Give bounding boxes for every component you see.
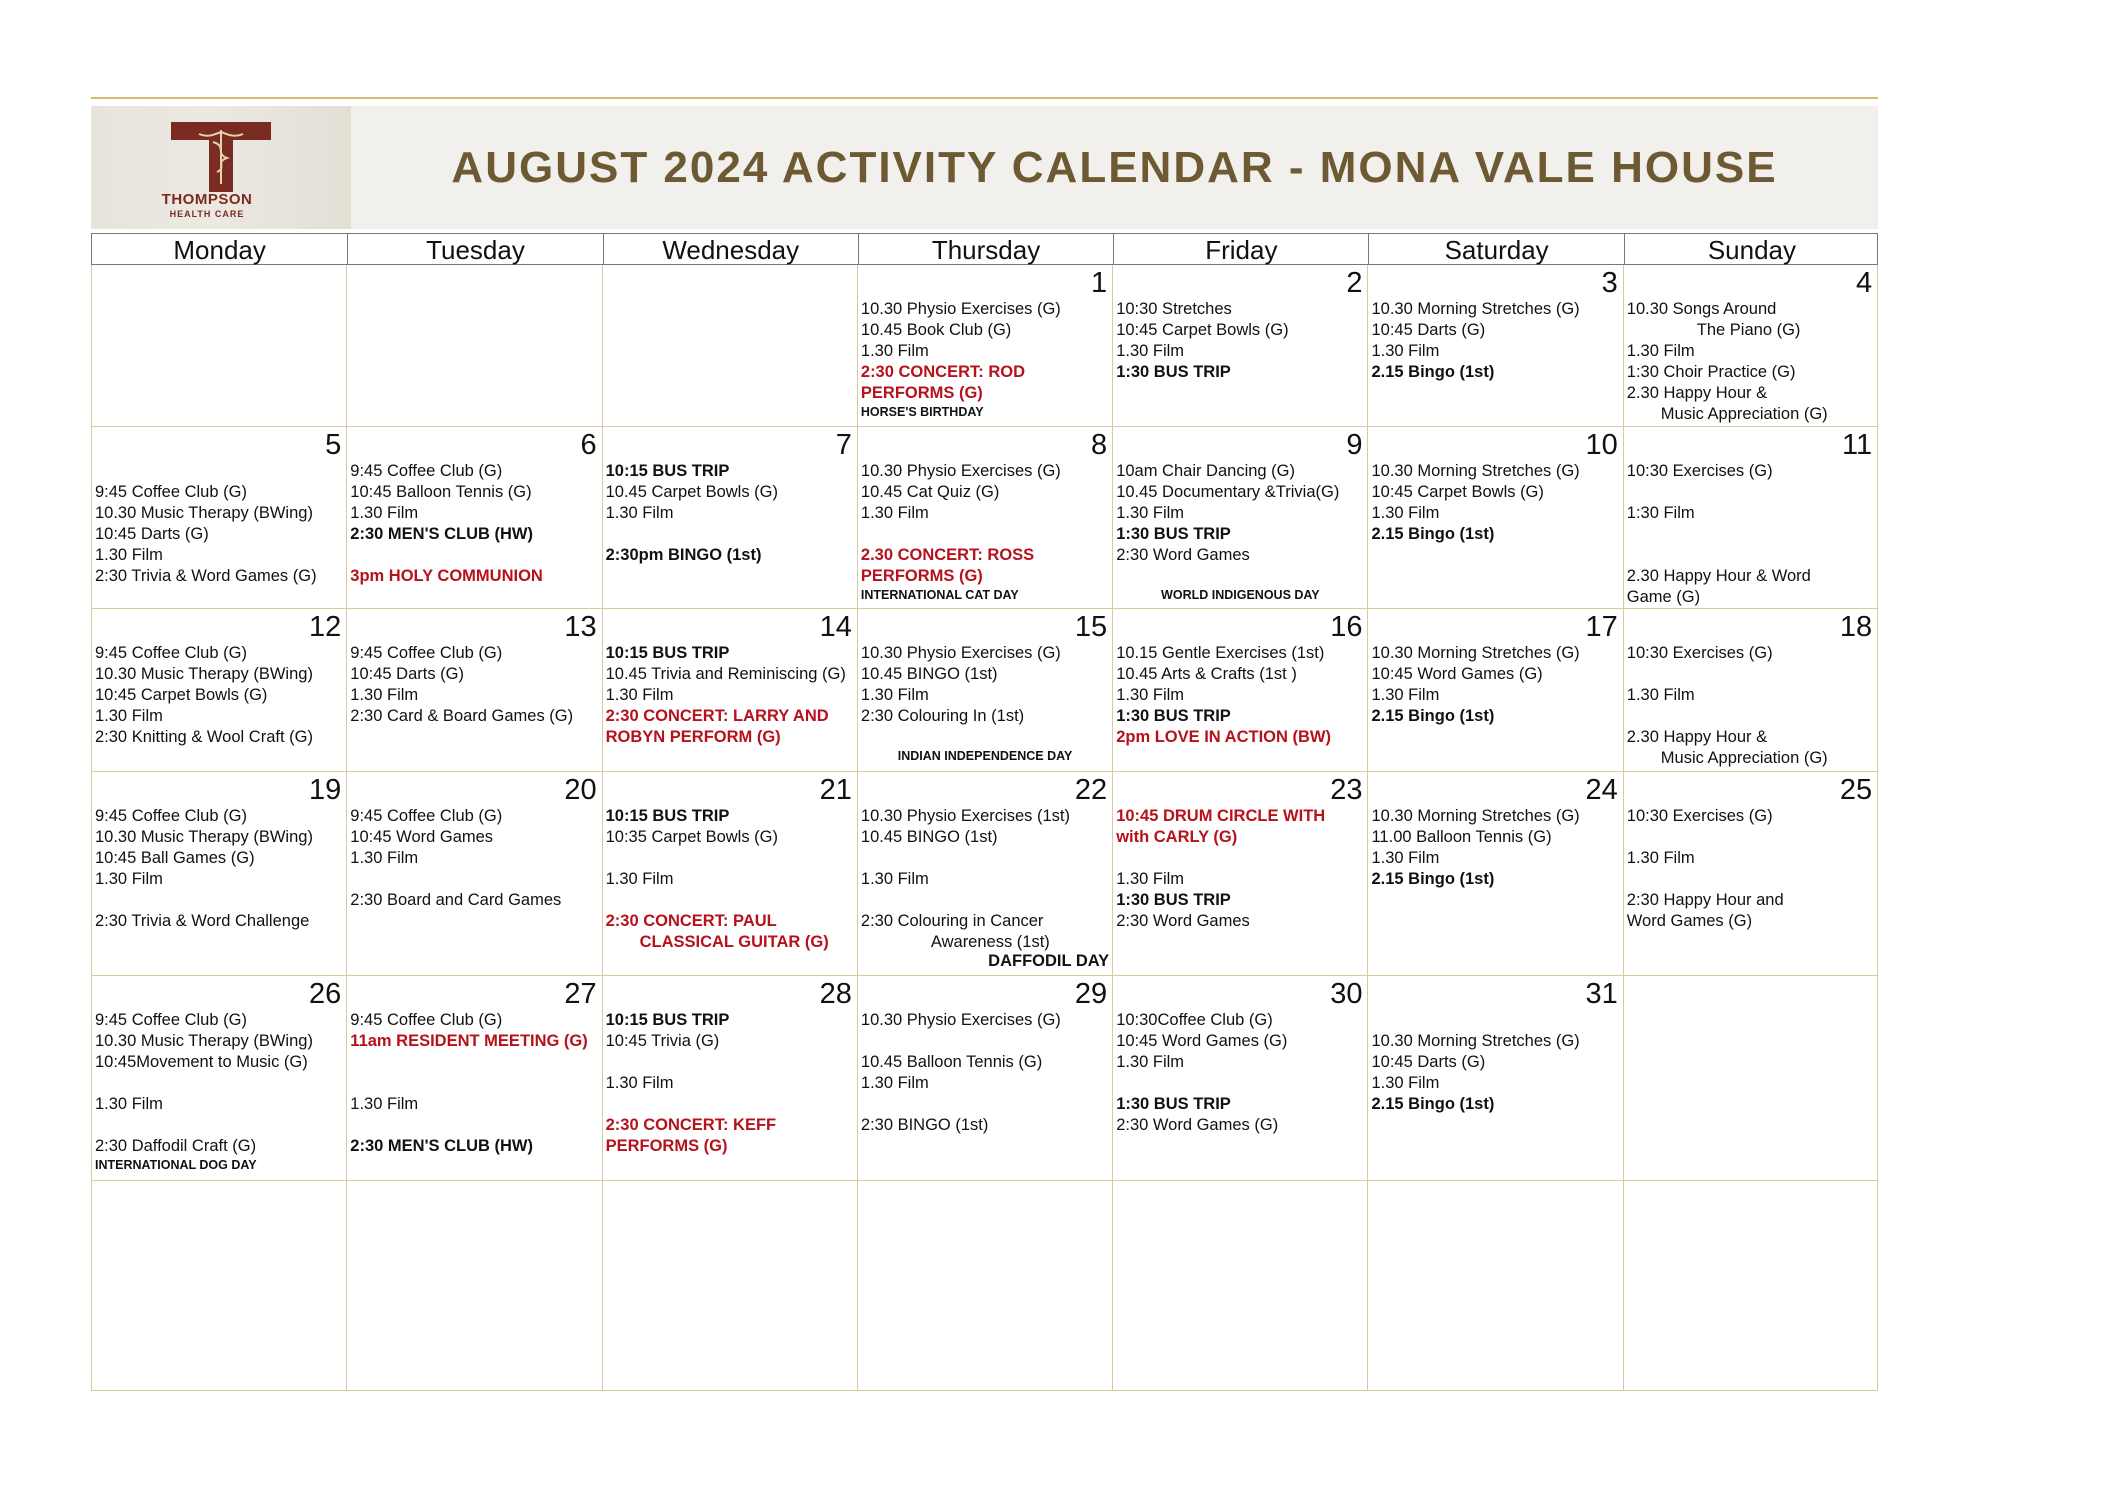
event-item: Music Appreciation (G) [1660, 749, 1828, 767]
event-item: 2:30 Card & Board Games (G) [350, 707, 574, 725]
event-item: 10:45 Word Games (G) [1371, 665, 1543, 683]
event-item: 10.45 Cat Quiz (G) [860, 483, 1000, 501]
calendar-week-row [91, 1181, 1878, 1391]
event-item: 10.30 Morning Stretches (G) [1371, 462, 1580, 480]
event-item: 2:30 BINGO (1st) [860, 1116, 989, 1134]
event-item: 10:45 DRUM CIRCLE WITH [1116, 807, 1326, 825]
event-item: 10:45 Carpet Bowls (G) [95, 686, 268, 704]
event-item: 2.15 Bingo (1st) [1371, 870, 1495, 888]
day-observance-note: INTERNATIONAL CAT DAY [860, 588, 1019, 602]
event-item: 3pm HOLY COMMUNION [350, 567, 543, 585]
event-spacer [861, 727, 1109, 748]
day-cell [857, 976, 1112, 1180]
day-observance-note: DAFFODIL DAY [988, 952, 1110, 970]
event-item: 1.30 Film [1116, 1053, 1185, 1071]
event-spacer [606, 524, 854, 545]
event-item: 1:30 BUS TRIP [1116, 525, 1231, 543]
day-cell [857, 609, 1112, 771]
event-item: 2.30 Happy Hour & [1626, 384, 1768, 402]
day-number: 6 [580, 429, 597, 461]
event-item: PERFORMS (G) [860, 567, 983, 585]
day-cell [1112, 427, 1367, 608]
day-cell [602, 427, 857, 608]
event-spacer [1116, 566, 1364, 587]
event-item: 10:30 Exercises (G) [1626, 462, 1773, 480]
event-item: 10:45 Darts (G) [1371, 1053, 1486, 1071]
event-spacer [350, 1073, 598, 1094]
event-item: 1.30 Film [1371, 504, 1440, 522]
calendar-week-row [91, 609, 1878, 772]
event-item: 2:30 CONCERT: KEFF [605, 1116, 777, 1134]
day-cell [91, 265, 346, 426]
event-item: 2pm LOVE IN ACTION (BW) [1116, 728, 1331, 746]
event-spacer [1116, 848, 1364, 869]
event-item: 10:30Coffee Club (G) [1116, 1011, 1273, 1029]
event-spacer [350, 869, 598, 890]
event-item: CLASSICAL GUITAR (G) [639, 933, 829, 951]
event-item: 1.30 Film [1116, 686, 1185, 704]
calendar-title: AUGUST 2024 ACTIVITY CALENDAR - MONA VALE HOUSE [451, 142, 1778, 192]
event-item: 2:30 Colouring in Cancer [860, 912, 1044, 930]
event-item: 10.30 Music Therapy (BWing) [95, 1032, 313, 1050]
day-number: 21 [819, 774, 852, 806]
day-number: 15 [1074, 611, 1108, 643]
event-item: 10:15 BUS TRIP [605, 462, 730, 480]
event-spacer [95, 890, 343, 911]
day-number: 27 [564, 978, 597, 1010]
event-spacer [861, 1094, 1109, 1115]
event-item: 1.30 Film [605, 870, 674, 888]
event-item: 1.30 Film [1626, 849, 1695, 867]
event-item: 2:30 Word Games (G) [1116, 1116, 1279, 1134]
event-item: 10.30 Physio Exercises (G) [860, 644, 1061, 662]
day-number: 2 [1346, 267, 1363, 299]
event-item: 9:45 Coffee Club (G) [95, 1011, 247, 1029]
day-cell [91, 976, 346, 1180]
event-item: 10:35 Carpet Bowls (G) [605, 828, 778, 846]
top-rule [91, 97, 1878, 99]
event-item: 10.30 Morning Stretches (G) [1371, 1032, 1580, 1050]
logo-subtitle: HEALTH CARE [169, 209, 245, 219]
event-item: 2.15 Bingo (1st) [1371, 363, 1495, 381]
event-item: 2:30 Colouring In (1st) [860, 707, 1025, 725]
event-item: 10:45 Ball Games (G) [95, 849, 255, 867]
day-cell [1623, 976, 1878, 1180]
event-item: 2:30 CONCERT: ROD [860, 363, 1025, 381]
event-spacer [1627, 664, 1874, 685]
day-number: 12 [309, 611, 342, 643]
event-item: 10.30 Music Therapy (BWing) [95, 828, 313, 846]
event-item: 9:45 Coffee Club (G) [350, 462, 503, 480]
event-item: 2:30 Trivia & Word Challenge [95, 912, 310, 930]
day-cell [1623, 427, 1878, 608]
event-item: 2.15 Bingo (1st) [1371, 1095, 1495, 1113]
day-number: 10 [1585, 429, 1618, 461]
day-number: 3 [1601, 267, 1618, 299]
calendar-grid [91, 233, 1878, 1391]
calendar-week-row [91, 976, 1878, 1181]
day-cell [346, 265, 601, 426]
event-item: 2:30 MEN'S CLUB (HW) [350, 525, 533, 543]
event-item: 10:45 Darts (G) [95, 525, 209, 543]
event-spacer [1627, 524, 1874, 545]
event-spacer [861, 524, 1109, 545]
event-spacer [1627, 706, 1874, 727]
event-item: 10:30 Exercises (G) [1626, 644, 1773, 662]
event-item: 10.45 Book Club (G) [860, 321, 1012, 339]
event-item: 2:30 CONCERT: LARRY AND [605, 707, 829, 725]
event-item: 1.30 Film [95, 1095, 163, 1113]
event-item: with CARLY (G) [1116, 828, 1238, 846]
event-item: 1.30 Film [860, 870, 929, 888]
calendar-week-row [91, 265, 1878, 427]
day-cell [1112, 1181, 1367, 1390]
event-item: PERFORMS (G) [860, 384, 983, 402]
event-item: 1.30 Film [1371, 849, 1440, 867]
event-item: 10.30 Morning Stretches (G) [1371, 807, 1580, 825]
event-item: 1.30 Film [860, 342, 929, 360]
event-item: 1:30 BUS TRIP [1116, 363, 1231, 381]
event-item: 10:45 Darts (G) [350, 665, 465, 683]
event-item: 10:45 Carpet Bowls (G) [1371, 483, 1544, 501]
event-item: 10.45 Trivia and Reminiscing (G) [605, 665, 846, 683]
event-item: 10.45 BINGO (1st) [860, 665, 998, 683]
day-observance-note: HORSE'S BIRTHDAY [860, 405, 984, 419]
event-item: 1:30 BUS TRIP [1116, 891, 1231, 909]
event-item: 1.30 Film [1626, 342, 1695, 360]
day-number: 8 [1091, 429, 1108, 461]
event-spacer [350, 1115, 598, 1136]
day-cell [346, 772, 601, 975]
header-banner [91, 106, 1878, 229]
day-number: 13 [564, 611, 597, 643]
day-cell [1367, 772, 1622, 975]
event-item: 10:45 Word Games [350, 828, 494, 846]
event-item: 1.30 Film [860, 1074, 929, 1092]
weekday-tuesday: Tuesday [347, 234, 602, 264]
event-item: 10:45 Carpet Bowls (G) [1116, 321, 1289, 339]
event-item: 2:30 Happy Hour and [1626, 891, 1784, 909]
event-item: 10:45 Darts (G) [1371, 321, 1486, 339]
event-spacer [1371, 1010, 1619, 1031]
calendar-week-row [91, 427, 1878, 609]
day-cell [1112, 265, 1367, 426]
event-spacer [95, 1115, 343, 1136]
day-number: 31 [1585, 978, 1618, 1010]
day-cell [346, 976, 601, 1180]
event-item: 1.30 Film [1371, 686, 1440, 704]
day-number: 19 [309, 774, 342, 806]
day-number: 24 [1585, 774, 1618, 806]
event-item: 1:30 BUS TRIP [1116, 1095, 1231, 1113]
event-item: 1.30 Film [605, 1074, 674, 1092]
day-number: 17 [1585, 611, 1618, 643]
event-item: 2.15 Bingo (1st) [1371, 525, 1495, 543]
event-item: 2:30pm BINGO (1st) [605, 546, 762, 564]
day-cell [1112, 609, 1367, 771]
event-item: 1.30 Film [1116, 342, 1185, 360]
logo-name: THOMPSON [161, 191, 253, 208]
logo-text [119, 192, 295, 222]
event-item: 9:45 Coffee Club (G) [95, 483, 247, 501]
day-number: 28 [819, 978, 852, 1010]
day-cell [91, 1181, 346, 1390]
event-item: 9:45 Coffee Club (G) [350, 1011, 503, 1029]
event-spacer [606, 890, 854, 911]
event-item: 10:30 Stretches [1116, 300, 1232, 318]
event-item: 2:30 CONCERT: PAUL [605, 912, 777, 930]
day-cell [857, 265, 1112, 426]
event-spacer [1627, 545, 1874, 566]
day-number: 20 [564, 774, 597, 806]
event-item: 9:45 Coffee Club (G) [95, 644, 247, 662]
event-item: The Piano (G) [1696, 321, 1801, 339]
day-number: 25 [1839, 774, 1873, 806]
day-cell [857, 427, 1112, 608]
day-cell [1367, 265, 1622, 426]
event-item: 1.30 Film [1116, 870, 1185, 888]
day-number: 29 [1074, 978, 1108, 1010]
day-number: 30 [1330, 978, 1363, 1010]
event-item: 10.30 Physio Exercises (G) [860, 462, 1061, 480]
weekday-header-row [91, 233, 1878, 265]
day-number: 4 [1855, 267, 1873, 299]
day-cell [346, 609, 601, 771]
event-item: 2:30 Word Games [1116, 546, 1250, 564]
event-item: 1:30 Film [1626, 504, 1695, 522]
event-item: 10.30 Songs Around [1626, 300, 1777, 318]
day-cell [602, 1181, 857, 1390]
event-item: 10:45 Trivia (G) [605, 1032, 720, 1050]
event-item: 1.30 Film [350, 1095, 419, 1113]
day-cell [91, 772, 346, 975]
event-spacer [606, 1094, 854, 1115]
day-number: 18 [1839, 611, 1873, 643]
event-item: 2:30 MEN'S CLUB (HW) [350, 1137, 533, 1155]
event-item: 1.30 Film [95, 546, 163, 564]
event-spacer [606, 1052, 854, 1073]
event-spacer [350, 545, 598, 566]
event-item: 10.45 Arts & Crafts (1st ) [1116, 665, 1297, 683]
day-observance-note: INTERNATIONAL DOG DAY [95, 1158, 257, 1172]
day-cell [602, 772, 857, 975]
event-spacer [1116, 1073, 1364, 1094]
event-item: 10:15 BUS TRIP [605, 1011, 730, 1029]
event-item: 10.15 Gentle Exercises (1st) [1116, 644, 1325, 662]
weekday-friday: Friday [1113, 234, 1368, 264]
event-item: 10.45 Balloon Tennis (G) [860, 1053, 1043, 1071]
event-item: 10.30 Physio Exercises (G) [860, 300, 1061, 318]
event-item: 2:30 Board and Card Games [350, 891, 562, 909]
event-item: ROBYN PERFORM (G) [605, 728, 781, 746]
day-number: 1 [1091, 267, 1108, 299]
event-spacer [861, 890, 1109, 911]
event-item: 1.30 Film [605, 504, 674, 522]
event-spacer [95, 461, 343, 482]
day-cell [1623, 609, 1878, 771]
day-observance-note: WORLD INDIGENOUS DAY [1161, 588, 1320, 602]
event-item: 2:30 Daffodil Craft (G) [95, 1137, 257, 1155]
event-item: 9:45 Coffee Club (G) [95, 807, 247, 825]
event-item: 1.30 Film [95, 870, 163, 888]
event-item: 10:45Movement to Music (G) [95, 1053, 308, 1071]
event-item: 1:30 BUS TRIP [1116, 707, 1231, 725]
event-item: 11am RESIDENT MEETING (G) [350, 1032, 588, 1050]
event-item: 2.30 CONCERT: ROSS [860, 546, 1035, 564]
day-number: 26 [309, 978, 342, 1010]
day-cell [1367, 976, 1622, 1180]
event-item: 10.45 BINGO (1st) [860, 828, 998, 846]
event-item: 2:30 Word Games [1116, 912, 1250, 930]
event-item: 1.30 Film [350, 504, 419, 522]
event-item: Music Appreciation (G) [1660, 405, 1828, 423]
event-item: 9:45 Coffee Club (G) [350, 807, 503, 825]
day-number: 14 [819, 611, 852, 643]
event-item: 1.30 Film [860, 686, 929, 704]
day-cell [857, 1181, 1112, 1390]
event-spacer [606, 848, 854, 869]
day-cell [602, 976, 857, 1180]
day-cell [1112, 976, 1367, 1180]
event-item: 2:30 Knitting & Wool Craft (G) [95, 728, 313, 746]
day-cell [91, 609, 346, 771]
calendar-weeks [91, 265, 1878, 1391]
event-spacer [1627, 827, 1874, 848]
weekday-thursday: Thursday [858, 234, 1113, 264]
event-spacer [861, 848, 1109, 869]
day-cell [1623, 265, 1878, 426]
event-item: 10:45 Word Games (G) [1116, 1032, 1288, 1050]
event-item: 1.30 Film [350, 686, 419, 704]
event-item: 2.15 Bingo (1st) [1371, 707, 1495, 725]
event-item: 1.30 Film [1626, 686, 1695, 704]
event-item: 2.30 Happy Hour & [1626, 728, 1768, 746]
day-number: 16 [1330, 611, 1363, 643]
event-item: 1.30 Film [860, 504, 929, 522]
day-cell [602, 609, 857, 771]
event-spacer [861, 1031, 1109, 1052]
event-item: 10.30 Physio Exercises (G) [860, 1011, 1061, 1029]
event-item: 11.00 Balloon Tennis (G) [1371, 828, 1552, 846]
day-number: 11 [1841, 429, 1873, 461]
event-item: 1.30 Film [1116, 504, 1185, 522]
event-item: 10.30 Physio Exercises (1st) [860, 807, 1070, 825]
event-item: Word Games (G) [1626, 912, 1753, 930]
day-cell [346, 1181, 601, 1390]
event-item: 10:45 Balloon Tennis (G) [350, 483, 532, 501]
event-item: 1.30 Film [1371, 342, 1440, 360]
event-item: 10.30 Morning Stretches (G) [1371, 644, 1580, 662]
day-number: 7 [835, 429, 852, 461]
event-item: PERFORMS (G) [605, 1137, 728, 1155]
event-item: 1.30 Film [95, 707, 163, 725]
event-spacer [1627, 482, 1874, 503]
event-item: 2.30 Happy Hour & Word [1626, 567, 1811, 585]
day-cell [1112, 772, 1367, 975]
weekday-wednesday: Wednesday [603, 234, 858, 264]
event-item: 10.30 Morning Stretches (G) [1371, 300, 1580, 318]
thompson-t-logo-icon [141, 112, 301, 202]
day-cell [602, 265, 857, 426]
day-cell [91, 427, 346, 608]
event-spacer [1627, 869, 1874, 890]
event-item: 10.45 Carpet Bowls (G) [605, 483, 778, 501]
day-cell [1623, 772, 1878, 975]
event-item: 10.30 Music Therapy (BWing) [95, 665, 313, 683]
event-item: 1.30 Film [1371, 1074, 1440, 1092]
day-cell [1623, 1181, 1878, 1390]
event-item: 10.45 Documentary &Trivia(G) [1116, 483, 1340, 501]
calendar-week-row [91, 772, 1878, 976]
day-number: 5 [325, 429, 342, 461]
event-item: 10am Chair Dancing (G) [1116, 462, 1296, 480]
event-item: 1:30 Choir Practice (G) [1626, 363, 1796, 381]
day-number: 23 [1330, 774, 1363, 806]
event-item: 10:30 Exercises (G) [1626, 807, 1773, 825]
day-cell [1367, 427, 1622, 608]
day-cell [1367, 1181, 1622, 1390]
event-item: 1.30 Film [605, 686, 674, 704]
event-item: 10:15 BUS TRIP [605, 807, 730, 825]
event-spacer [350, 1052, 598, 1073]
day-number: 22 [1074, 774, 1108, 806]
event-item: 10:15 BUS TRIP [605, 644, 730, 662]
weekday-saturday: Saturday [1368, 234, 1623, 264]
event-item: Awareness (1st) [930, 933, 1050, 951]
day-cell [1367, 609, 1622, 771]
day-cell [346, 427, 601, 608]
day-cell [857, 772, 1112, 975]
event-item: 9:45 Coffee Club (G) [350, 644, 503, 662]
event-item: Game (G) [1626, 588, 1701, 606]
weekday-monday: Monday [173, 235, 266, 265]
day-number: 9 [1346, 429, 1363, 461]
event-spacer [95, 1073, 343, 1094]
weekday-sunday: Sunday [1624, 234, 1879, 264]
logo [91, 106, 351, 229]
event-item: 2:30 Trivia & Word Games (G) [95, 567, 317, 585]
event-item: 1.30 Film [350, 849, 419, 867]
day-observance-note: INDIAN INDEPENDENCE DAY [897, 749, 1073, 763]
event-item: 10.30 Music Therapy (BWing) [95, 504, 313, 522]
